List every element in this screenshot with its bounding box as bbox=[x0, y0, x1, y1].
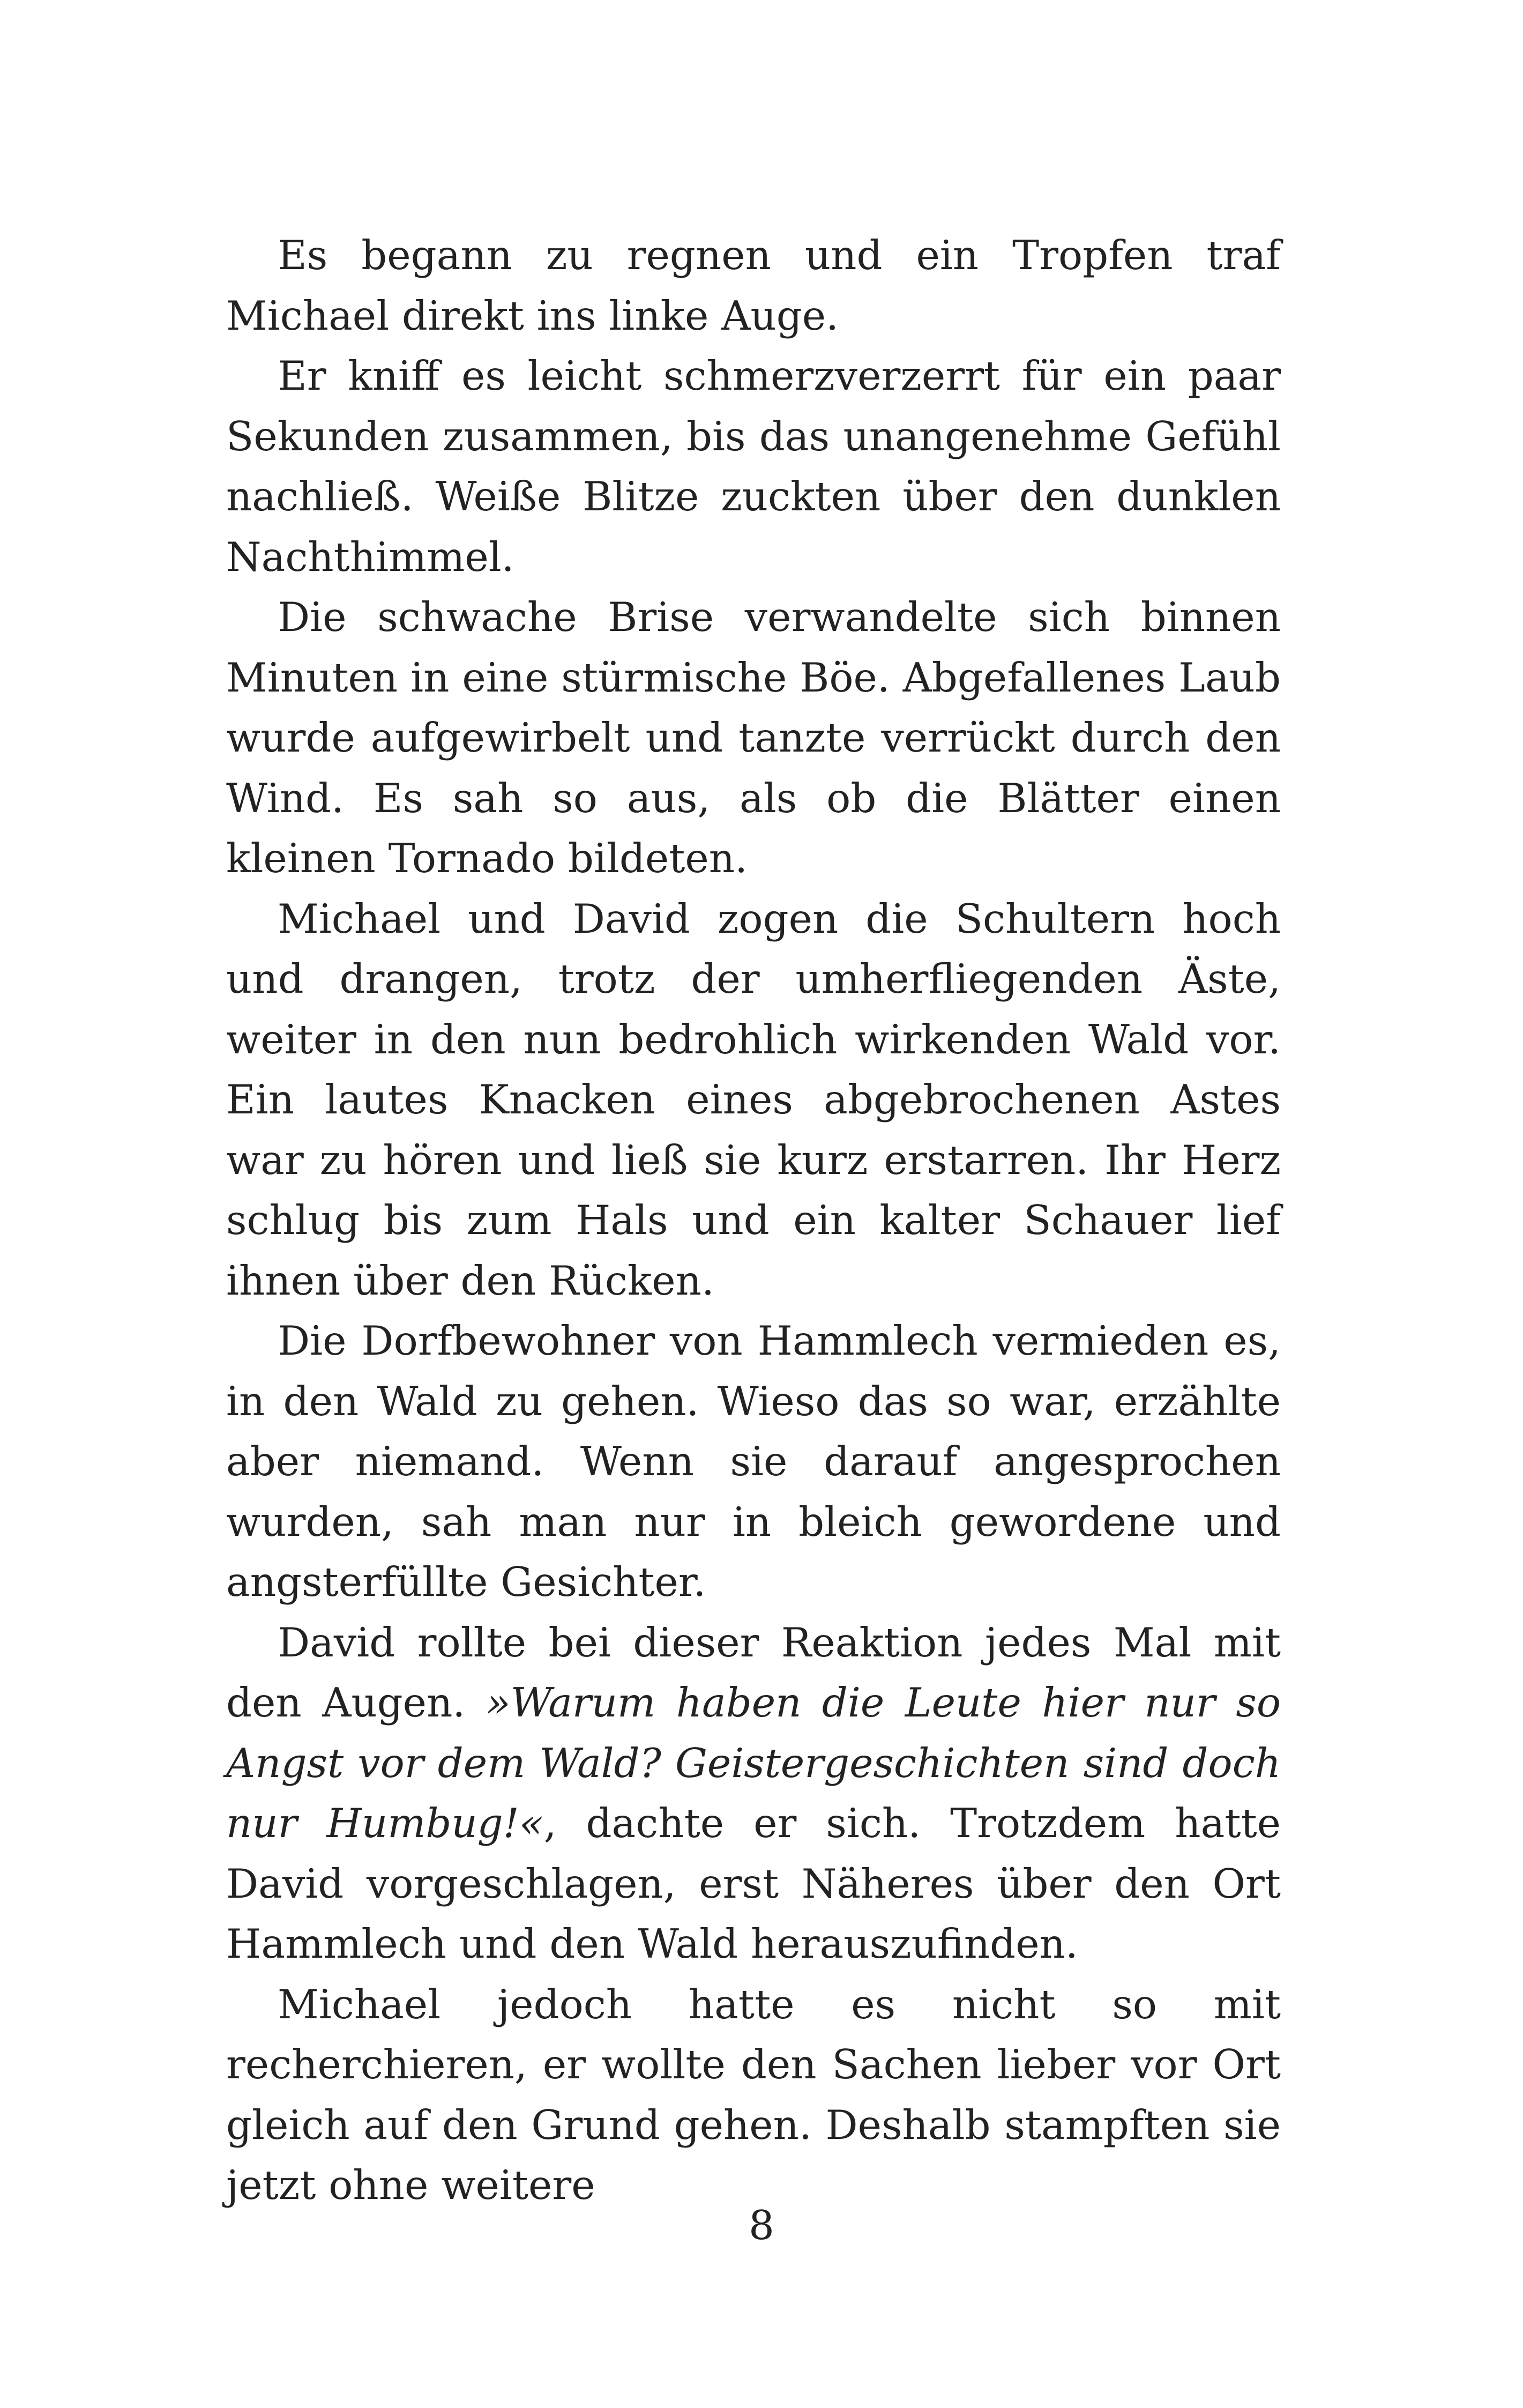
paragraph bbox=[226, 889, 1281, 1311]
paragraph bbox=[226, 346, 1281, 587]
paragraph-text: David rollte bei dieser Reaktion jedes Mal mit den Augen. bbox=[226, 1618, 1281, 1726]
paragraph bbox=[226, 1612, 1281, 1974]
paragraph-text: Es begann zu regnen und ein Tropfen traf Michael direkt ins linke Auge. bbox=[226, 232, 1281, 339]
body-text bbox=[226, 225, 1281, 2216]
paragraph-text: Michael und David zogen die Schultern hoch und drangen, trotz der umherfliegenden Äste, weiter in den nun bedrohlich wirkenden Wald vor. Ein lautes Knacken eines abgebrochenen Astes war zu hören und ließ sie kurz erstarren. Ihr Herz schlug bis zum Hals und ein kalter Schauer lief ihnen über den Rücken. bbox=[226, 895, 1281, 1304]
paragraph-text: , dachte er sich. Trotzdem hatte David vorgeschlagen, erst Näheres über den Ort Hammlech und den Wald herauszufinden. bbox=[226, 1800, 1281, 1967]
paragraph-text: Er kniff es leicht schmerzverzerrt für ein paar Sekunden zusammen, bis das unangenehme Gefühl nachließ. Weiße Blitze zuckten über den dunklen Nachthimmel. bbox=[226, 352, 1281, 581]
paragraph bbox=[226, 225, 1281, 346]
paragraph bbox=[226, 1974, 1281, 2216]
page-number: 8 bbox=[749, 2202, 774, 2249]
paragraph bbox=[226, 1311, 1281, 1612]
paragraph bbox=[226, 587, 1281, 889]
paragraph-text: Die schwache Brise verwandelte sich binnen Minuten in eine stürmische Böe. Abgefallenes Laub wurde aufgewirbelt und tanzte verrückt durch den Wind. Es sah so aus, als ob die Blätter einen kleinen Tornado bildeten. bbox=[226, 593, 1281, 882]
paragraph-text: Michael jedoch hatte es nicht so mit recherchieren, er wollte den Sachen lieber vor Ort gleich auf den Grund gehen. Deshalb stampften sie jetzt ohne weitere bbox=[226, 1980, 1281, 2209]
paragraph-text: Die Dorfbewohner von Hammlech vermieden es, in den Wald zu gehen. Wieso das so war, erzählte aber niemand. Wenn sie darauf angesprochen wurden, sah man nur in bleich gewordene und angsterfüllte Gesichter. bbox=[226, 1317, 1281, 1606]
italic-quote: »Warum haben die Leute hier nur so Angst vor dem Wald? Geistergeschichten sind doch nur Humbug!« bbox=[226, 1679, 1281, 1847]
